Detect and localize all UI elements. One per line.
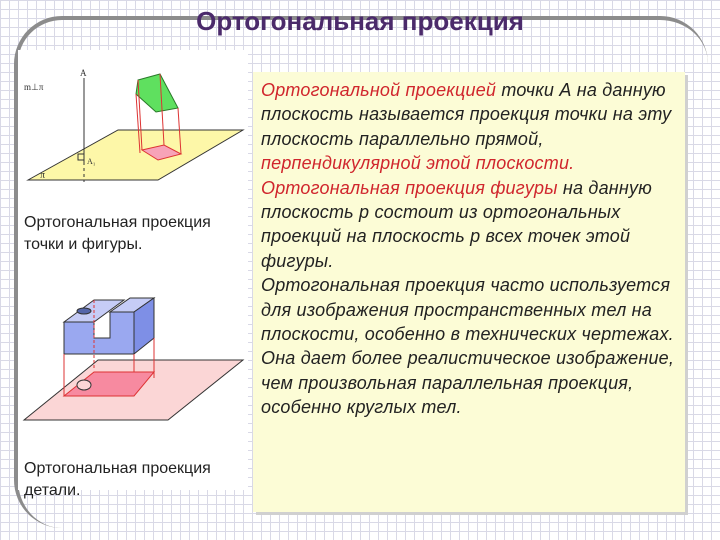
label-plane-pi: π — [40, 170, 46, 181]
projection-figure-2 — [18, 280, 248, 430]
page-title: Ортогональная проекция — [196, 6, 524, 36]
caption-1-line-1: Ортогональная проекция — [24, 214, 211, 231]
usage-paragraph: Ортогональная проекция часто используется для изображения пространственных тел на плоскости, особенно в технических чертежах. Она дает более реалистическое изображение, чем произвольная параллельная проекция, особенно круглых тел. — [261, 275, 675, 418]
caption-1-line-2: точки и фигуры. — [24, 236, 143, 253]
definition-textbox — [253, 72, 685, 512]
caption-2-line-2: детали. — [24, 482, 81, 499]
green-figure — [136, 74, 178, 112]
caption-detail — [24, 458, 211, 502]
figure-panel — [18, 50, 248, 490]
label-m-perp-pi: m⊥π — [24, 82, 44, 92]
caption-point-figure — [24, 212, 211, 256]
label-point-A1: A₁ — [87, 157, 96, 166]
projected-hole — [77, 380, 91, 390]
block-hole — [77, 308, 91, 314]
caption-2-line-1: Ортогональная проекция — [24, 460, 211, 477]
label-point-A: A — [80, 68, 87, 78]
term-perpendicular: перпендикулярной этой плоскости. Ортогональная проекция фигуры — [261, 153, 575, 198]
term-orthogonal-projection: Ортогональной проекцией — [261, 80, 497, 100]
definition-paragraph: Ортогональной проекцией точки А на данную плоскость называется проекция точки на эту плоскость параллельно прямой, перпендикулярной этой плоскости. Ортогональная проекция фигуры на данную плоскость р состоит из ортогональных проекций на плоскость р всех точек этой фигуры. — [261, 80, 672, 271]
plane-pi — [28, 130, 243, 180]
projection-figure-1 — [18, 50, 248, 200]
